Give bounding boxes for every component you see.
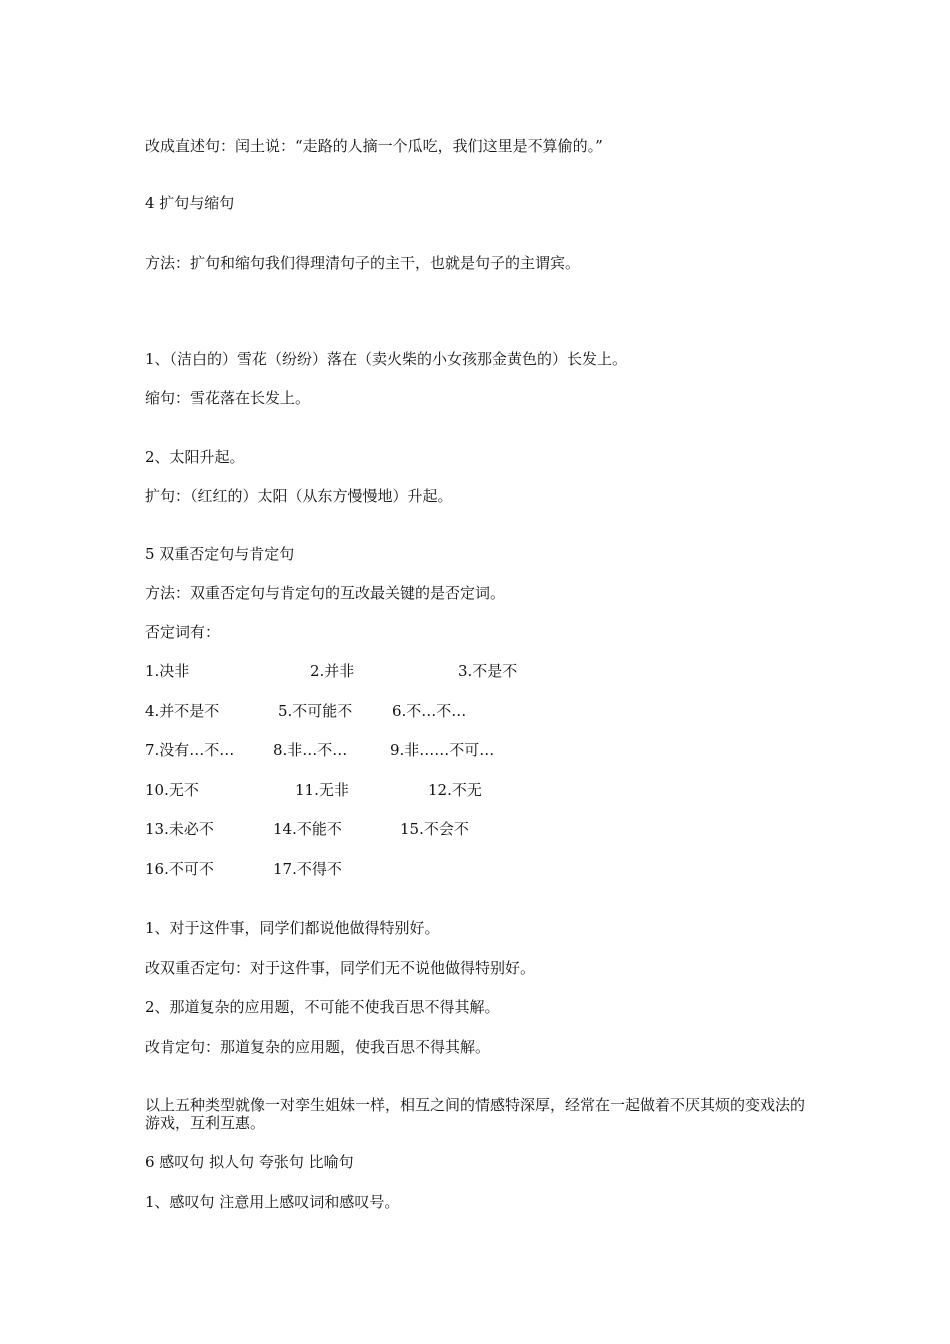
negative-word: 3.不是不 [458, 662, 518, 680]
section-6-item-1: 1、感叹句 注意用上感叹词和感叹号。 [145, 1193, 400, 1211]
section-5-example-1: 1、对于这件事，同学们都说他做得特别好。 [145, 919, 440, 937]
negative-word: 15.不会不 [400, 820, 469, 838]
summary-paragraph: 以上五种类型就像一对孪生姐妹一样，相互之间的情感特深厚，经常在一起做着不厌其烦的变戏法的游戏，互利互惠。 [145, 1096, 806, 1132]
negative-word: 10.无不 [145, 781, 199, 799]
negative-word: 13.未必不 [145, 820, 214, 838]
negative-word: 12.不无 [428, 781, 482, 799]
negatives-label: 否定词有： [145, 623, 221, 641]
negative-word: 6.不…不… [392, 702, 467, 720]
negative-word: 11.无非 [295, 781, 349, 799]
section-4-heading: 4 扩句与缩句 [145, 194, 235, 212]
negative-word: 9.非……不可… [390, 741, 495, 759]
section-4-example-2-answer: 扩句：（红红的）太阳（从东方慢慢地）升起。 [145, 487, 453, 505]
section-4-method: 方法：扩句和缩句我们得理清句子的主干，也就是句子的主谓宾。 [145, 254, 581, 272]
section-4-example-1-answer: 缩句：雪花落在长发上。 [145, 389, 311, 407]
section-6-heading: 6 感叹句 拟人句 夸张句 比喻句 [145, 1153, 354, 1171]
section-5-example-1-answer: 改双重否定句：对于这件事，同学们无不说他做得特别好。 [145, 959, 536, 977]
negative-word: 4.并不是不 [145, 702, 220, 720]
section-5-example-2-answer: 改肯定句：那道复杂的应用题，使我百思不得其解。 [145, 1038, 491, 1056]
negative-word: 14.不能不 [273, 820, 342, 838]
section-5-example-2: 2、那道复杂的应用题，不可能不使我百思不得其解。 [145, 998, 500, 1016]
negative-word: 16.不可不 [145, 860, 214, 878]
section-4-example-2: 2、太阳升起。 [145, 448, 245, 466]
direct-speech-line: 改成直述句：闰土说：“走路的人摘一个瓜吃，我们这里是不算偷的。” [145, 137, 603, 155]
negative-word: 7.没有…不… [145, 741, 235, 759]
section-5-method: 方法：双重否定句与肯定句的互改最关键的是否定词。 [145, 584, 506, 602]
negative-word: 2.并非 [310, 662, 355, 680]
section-5-heading: 5 双重否定句与肯定句 [145, 545, 295, 563]
negative-word: 17.不得不 [273, 860, 342, 878]
negative-word: 1.决非 [145, 662, 190, 680]
section-4-example-1: 1、（洁白的）雪花（纷纷）落在（卖火柴的小女孩那金黄色的）长发上。 [145, 350, 628, 368]
negative-word: 8.非…不… [273, 741, 348, 759]
negative-word: 5.不可能不 [278, 702, 353, 720]
